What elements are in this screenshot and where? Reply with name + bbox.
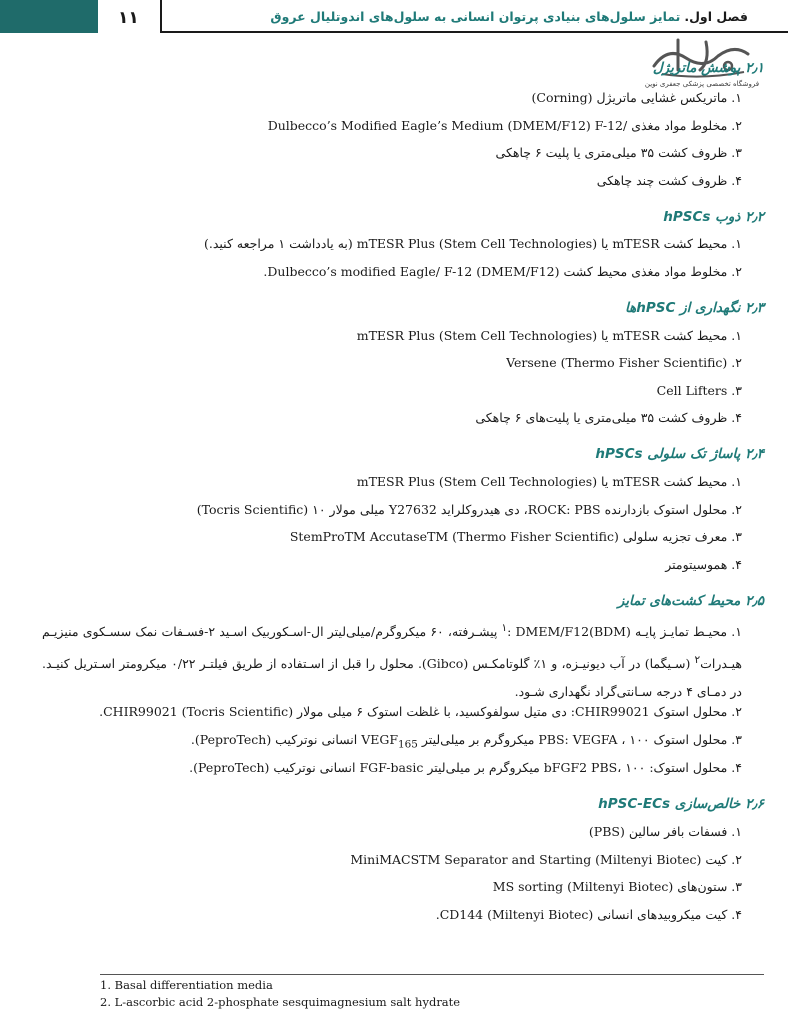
list-item-text: انسانی نوترکیب (PeproTech). bbox=[190, 732, 362, 747]
chapter-topic: تمایز سلول‌های بنیادی پرتوان انسانی به سلول‌های اندوتلیال عروق bbox=[270, 9, 681, 24]
section-heading-2-3: ۲٫۳ نگهداری از hPSCها bbox=[625, 300, 764, 316]
list-item: ۳. ظروف کشت ۳۵ میلی‌متری یا پلیت ۶ چاهکی bbox=[495, 145, 742, 160]
list-item: ۲. کیت MiniMACSTM Separator and Starting (Miltenyi Biotec) bbox=[350, 852, 742, 867]
list-item: ۲. محلول استوک CHIR99021: دی متیل سولفوکسید، با غلظت استوک ۶ میلی مولار (Tocris Scientific) CHIR99021. bbox=[99, 704, 742, 719]
list-item: ۴. محلول استوک: bFGF2 PBS، ۱۰۰ میکروگرم بر میلی‌لیتر FGF-basic انسانی نوترکیب (PeproTech). bbox=[189, 760, 742, 775]
running-header bbox=[270, 9, 748, 24]
footnote-marker: ۱ bbox=[501, 622, 508, 634]
logo-caption: فروشگاه تخصصی پزشکی جعفری نوین bbox=[644, 80, 760, 88]
section-heading-2-6: ۲٫۶ خالص‌سازی hPSC-ECs bbox=[598, 796, 764, 812]
list-item: ۴. کیت میکروبیدهای انسانی CD144 (Miltenyi Biotec). bbox=[435, 907, 742, 922]
list-item: ۱. محیط کشت mTESR یا mTESR Plus (Stem Cell Technologies) bbox=[356, 328, 742, 343]
footnote-marker: ۲ bbox=[694, 654, 701, 667]
section-heading-2-4: ۲٫۴ پاساژ تک سلولی hPSCs bbox=[595, 446, 764, 462]
paragraph-text: : DMEM/F12 پیشـرفته، ۶۰ میکروگرم/میلی‌لیتر ال-اسـکوربیک اسـید ۲-فسـفات نمک سسـکوی منیزیـم هیـدرات bbox=[42, 624, 742, 672]
section-heading-2-2: ۲٫۲ ذوب hPSCs bbox=[663, 209, 764, 225]
list-item: ۲. مخلوط مواد مغذی محیط کشت Dulbecco’s modified Eagle/ F-12 (DMEM/F12). bbox=[263, 264, 742, 279]
list-item: ۲. محلول استوک بازدارنده ROCK: PBS، دی هیدروکلراید Y27632 میلی مولار ۱۰ (Tocris Scientific) bbox=[196, 502, 742, 517]
footnote: 2. L-ascorbic acid 2-phosphate sesquimagnesium salt hydrate bbox=[100, 995, 461, 1009]
list-item: ۳. Cell Lifters bbox=[656, 383, 742, 398]
section-heading-2-5: ۲٫۵ محیط کشت‌های تمایز bbox=[617, 593, 764, 609]
list-item: ۲. مخلوط مواد مغذی /Dulbecco’s Modified Eagle’s Medium (DMEM/F12) F-12 bbox=[267, 118, 742, 133]
list-item: ۴. هموسیتومتر bbox=[665, 557, 742, 572]
list-item: ۱. محیط کشت mTESR یا mTESR Plus (Stem Cell Technologies) bbox=[356, 474, 742, 489]
list-item-text: ۳. محلول استوک PBS: VEGFA ، ۱۰۰ میکروگرم بر میلی‌لیتر VEGF bbox=[361, 732, 742, 747]
list-item: ۱. ماتریکس غشایی ماتریژل (Corning) bbox=[531, 90, 742, 105]
footnote-divider bbox=[100, 974, 764, 975]
chapter-label: فصل اول. bbox=[684, 9, 748, 24]
header-divider-horizontal bbox=[160, 31, 788, 33]
list-item: ۱. محیط کشت mTESR یا mTESR Plus (Stem Cell Technologies) (به یادداشت ۱ مراجعه کنید.) bbox=[204, 236, 742, 251]
header-divider-vertical bbox=[160, 0, 162, 33]
list-item: ۴. ظروف کشت چند چاهکی bbox=[596, 173, 742, 188]
list-item: ۳. ستون‌های MS sorting (Miltenyi Biotec) bbox=[492, 879, 742, 894]
page-number: ۱۱ bbox=[118, 8, 139, 28]
header-color-bar bbox=[0, 0, 98, 33]
list-item: ۲. Versene (Thermo Fisher Scientific) bbox=[506, 355, 742, 370]
list-item: ۱. فسفات بافر سالین (PBS) bbox=[588, 824, 742, 839]
list-item: ۳. معرف تجزیه سلولی StemProTM AccutaseTM (Thermo Fisher Scientific) bbox=[289, 529, 742, 544]
list-item: ۴. ظروف کشت ۳۵ میلی‌متری یا پلیت‌های ۶ چاهکی bbox=[475, 410, 742, 425]
footnote: 1. Basal differentiation media bbox=[100, 978, 273, 992]
list-item bbox=[191, 732, 742, 751]
subscript: 165 bbox=[398, 738, 418, 751]
paragraph-text: ۱. محیـط تمایـز پایـه (BDM) bbox=[589, 624, 742, 640]
paragraph-text: (سـیگما) در آب دیونیـزه، و ۱٪ گلوتامکـس (Gibco). محلول را قبل از اسـتفاده از طریق فیلتـر ۰/۲۲ میکرومتر اسـتریل کنیـد. در دمـای ۴ درجه سـانتی‌گراد نگهداری شـود. bbox=[42, 656, 742, 700]
list-item-paragraph bbox=[42, 614, 742, 706]
section-heading-2-1: ۲٫۱ پوشش ماتریژل bbox=[652, 60, 764, 76]
